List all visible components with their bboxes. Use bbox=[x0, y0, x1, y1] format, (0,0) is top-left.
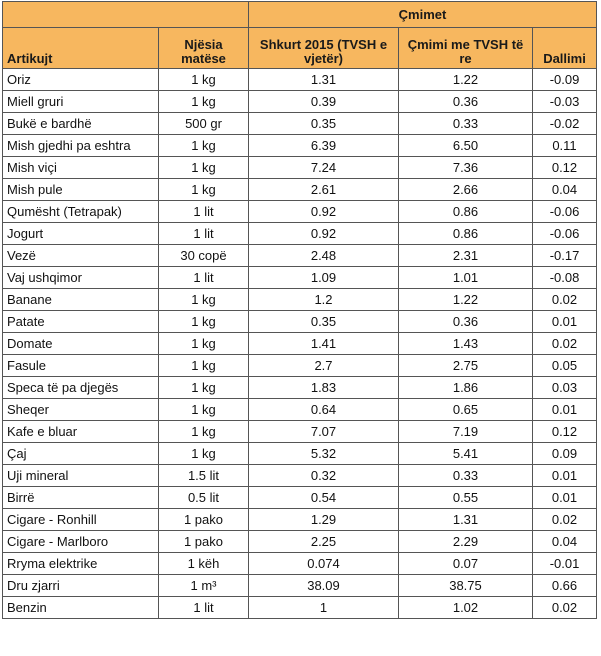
cell-article: Kafe e bluar bbox=[3, 421, 159, 443]
cell-new-price: 2.66 bbox=[399, 179, 533, 201]
cell-unit: 1 kg bbox=[159, 377, 249, 399]
cell-article: Birrë bbox=[3, 487, 159, 509]
cell-article: Jogurt bbox=[3, 223, 159, 245]
cell-difference: 0.66 bbox=[533, 575, 597, 597]
cell-unit: 1 kg bbox=[159, 399, 249, 421]
cell-new-price: 1.01 bbox=[399, 267, 533, 289]
cell-difference: 0.05 bbox=[533, 355, 597, 377]
table-row bbox=[3, 91, 597, 113]
cell-article: Dru zjarri bbox=[3, 575, 159, 597]
cell-old-price: 5.32 bbox=[249, 443, 399, 465]
table-row bbox=[3, 201, 597, 223]
cell-difference: 0.04 bbox=[533, 531, 597, 553]
cell-new-price: 1.31 bbox=[399, 509, 533, 531]
cell-article: Qumësht (Tetrapak) bbox=[3, 201, 159, 223]
cell-old-price: 0.92 bbox=[249, 201, 399, 223]
cell-difference: -0.09 bbox=[533, 69, 597, 91]
cell-unit: 1 kg bbox=[159, 91, 249, 113]
cell-new-price: 7.19 bbox=[399, 421, 533, 443]
cell-difference: 0.01 bbox=[533, 311, 597, 333]
cell-article: Vaj ushqimor bbox=[3, 267, 159, 289]
cell-unit: 1 kg bbox=[159, 157, 249, 179]
cell-old-price: 1.31 bbox=[249, 69, 399, 91]
table-row bbox=[3, 267, 597, 289]
cell-new-price: 1.02 bbox=[399, 597, 533, 619]
table-body bbox=[3, 69, 597, 619]
cell-new-price: 0.65 bbox=[399, 399, 533, 421]
cell-article: Sheqer bbox=[3, 399, 159, 421]
cell-unit: 1 kg bbox=[159, 135, 249, 157]
cell-unit: 1 kg bbox=[159, 443, 249, 465]
cell-unit: 1 këh bbox=[159, 553, 249, 575]
cell-old-price: 2.48 bbox=[249, 245, 399, 267]
cell-difference: 0.02 bbox=[533, 597, 597, 619]
cell-article: Speca të pa djegës bbox=[3, 377, 159, 399]
cell-difference: -0.03 bbox=[533, 91, 597, 113]
header-blank-cell bbox=[3, 2, 249, 28]
cell-unit: 1 kg bbox=[159, 289, 249, 311]
table-row bbox=[3, 223, 597, 245]
cell-difference: -0.08 bbox=[533, 267, 597, 289]
cell-unit: 30 copë bbox=[159, 245, 249, 267]
cell-unit: 1 pako bbox=[159, 531, 249, 553]
cell-old-price: 7.07 bbox=[249, 421, 399, 443]
cell-article: Benzin bbox=[3, 597, 159, 619]
table-row bbox=[3, 113, 597, 135]
cell-unit: 1 kg bbox=[159, 333, 249, 355]
table-row bbox=[3, 509, 597, 531]
table-row bbox=[3, 553, 597, 575]
cell-article: Vezë bbox=[3, 245, 159, 267]
cell-difference: 0.09 bbox=[533, 443, 597, 465]
table-row bbox=[3, 69, 597, 91]
cell-article: Fasule bbox=[3, 355, 159, 377]
cell-old-price: 1.2 bbox=[249, 289, 399, 311]
cell-new-price: 5.41 bbox=[399, 443, 533, 465]
cell-new-price: 2.29 bbox=[399, 531, 533, 553]
cell-difference: -0.06 bbox=[533, 201, 597, 223]
cell-old-price: 0.92 bbox=[249, 223, 399, 245]
cell-article: Mish gjedhi pa eshtra bbox=[3, 135, 159, 157]
prices-group-header: Çmimet bbox=[249, 2, 597, 28]
cell-old-price: 1 bbox=[249, 597, 399, 619]
cell-article: Mish pule bbox=[3, 179, 159, 201]
cell-difference: 0.01 bbox=[533, 465, 597, 487]
cell-new-price: 38.75 bbox=[399, 575, 533, 597]
cell-article: Miell gruri bbox=[3, 91, 159, 113]
cell-unit: 1 lit bbox=[159, 597, 249, 619]
cell-article: Cigare - Ronhill bbox=[3, 509, 159, 531]
cell-old-price: 0.54 bbox=[249, 487, 399, 509]
cell-difference: -0.01 bbox=[533, 553, 597, 575]
table-row bbox=[3, 421, 597, 443]
table-row bbox=[3, 399, 597, 421]
cell-difference: -0.02 bbox=[533, 113, 597, 135]
cell-old-price: 0.64 bbox=[249, 399, 399, 421]
cell-difference: 0.12 bbox=[533, 421, 597, 443]
cell-old-price: 6.39 bbox=[249, 135, 399, 157]
cell-article: Oriz bbox=[3, 69, 159, 91]
price-comparison-table bbox=[2, 1, 597, 619]
cell-article: Mish viçi bbox=[3, 157, 159, 179]
cell-unit: 500 gr bbox=[159, 113, 249, 135]
cell-unit: 1 kg bbox=[159, 355, 249, 377]
cell-difference: 0.04 bbox=[533, 179, 597, 201]
cell-old-price: 2.25 bbox=[249, 531, 399, 553]
cell-old-price: 0.39 bbox=[249, 91, 399, 113]
table-row bbox=[3, 135, 597, 157]
cell-new-price: 0.86 bbox=[399, 201, 533, 223]
column-header-unit: Njësia matëse bbox=[159, 28, 249, 69]
column-header-difference: Dallimi bbox=[533, 28, 597, 69]
table-row bbox=[3, 157, 597, 179]
cell-old-price: 38.09 bbox=[249, 575, 399, 597]
cell-difference: -0.17 bbox=[533, 245, 597, 267]
cell-new-price: 0.33 bbox=[399, 113, 533, 135]
cell-article: Rryma elektrike bbox=[3, 553, 159, 575]
cell-old-price: 1.83 bbox=[249, 377, 399, 399]
cell-old-price: 0.35 bbox=[249, 311, 399, 333]
cell-difference: 0.12 bbox=[533, 157, 597, 179]
cell-unit: 1 lit bbox=[159, 223, 249, 245]
cell-unit: 1 pako bbox=[159, 509, 249, 531]
cell-difference: 0.11 bbox=[533, 135, 597, 157]
cell-new-price: 1.22 bbox=[399, 289, 533, 311]
cell-unit: 1 lit bbox=[159, 267, 249, 289]
cell-new-price: 0.36 bbox=[399, 311, 533, 333]
table-row bbox=[3, 487, 597, 509]
column-header-old-price: Shkurt 2015 (TVSH e vjetër) bbox=[249, 28, 399, 69]
table-row bbox=[3, 179, 597, 201]
cell-new-price: 0.33 bbox=[399, 465, 533, 487]
cell-old-price: 1.09 bbox=[249, 267, 399, 289]
cell-difference: 0.01 bbox=[533, 399, 597, 421]
cell-unit: 0.5 lit bbox=[159, 487, 249, 509]
cell-difference: 0.02 bbox=[533, 333, 597, 355]
cell-article: Çaj bbox=[3, 443, 159, 465]
table-row bbox=[3, 377, 597, 399]
table-header bbox=[3, 2, 597, 69]
cell-difference: -0.06 bbox=[533, 223, 597, 245]
table-row bbox=[3, 465, 597, 487]
cell-new-price: 0.86 bbox=[399, 223, 533, 245]
cell-difference: 0.03 bbox=[533, 377, 597, 399]
table-row bbox=[3, 333, 597, 355]
cell-article: Domate bbox=[3, 333, 159, 355]
cell-new-price: 7.36 bbox=[399, 157, 533, 179]
cell-unit: 1 kg bbox=[159, 311, 249, 333]
cell-unit: 1.5 lit bbox=[159, 465, 249, 487]
cell-old-price: 0.32 bbox=[249, 465, 399, 487]
cell-difference: 0.02 bbox=[533, 509, 597, 531]
table-row bbox=[3, 289, 597, 311]
header-row-columns bbox=[3, 28, 597, 69]
cell-new-price: 6.50 bbox=[399, 135, 533, 157]
cell-old-price: 7.24 bbox=[249, 157, 399, 179]
cell-article: Patate bbox=[3, 311, 159, 333]
column-header-article: Artikujt bbox=[3, 28, 159, 69]
cell-new-price: 0.07 bbox=[399, 553, 533, 575]
cell-new-price: 0.55 bbox=[399, 487, 533, 509]
cell-new-price: 1.43 bbox=[399, 333, 533, 355]
cell-difference: 0.02 bbox=[533, 289, 597, 311]
cell-unit: 1 lit bbox=[159, 201, 249, 223]
cell-article: Banane bbox=[3, 289, 159, 311]
cell-article: Cigare - Marlboro bbox=[3, 531, 159, 553]
cell-unit: 1 kg bbox=[159, 421, 249, 443]
cell-unit: 1 m³ bbox=[159, 575, 249, 597]
cell-article: Bukë e bardhë bbox=[3, 113, 159, 135]
header-row-group bbox=[3, 2, 597, 28]
cell-old-price: 1.41 bbox=[249, 333, 399, 355]
cell-unit: 1 kg bbox=[159, 179, 249, 201]
table-row bbox=[3, 355, 597, 377]
cell-old-price: 0.074 bbox=[249, 553, 399, 575]
cell-old-price: 0.35 bbox=[249, 113, 399, 135]
table-row bbox=[3, 245, 597, 267]
cell-new-price: 1.22 bbox=[399, 69, 533, 91]
table-row bbox=[3, 531, 597, 553]
table-row bbox=[3, 597, 597, 619]
cell-new-price: 2.75 bbox=[399, 355, 533, 377]
cell-old-price: 1.29 bbox=[249, 509, 399, 531]
table-row bbox=[3, 575, 597, 597]
cell-new-price: 1.86 bbox=[399, 377, 533, 399]
cell-old-price: 2.7 bbox=[249, 355, 399, 377]
table-row bbox=[3, 443, 597, 465]
cell-article: Uji mineral bbox=[3, 465, 159, 487]
table-row bbox=[3, 311, 597, 333]
cell-new-price: 0.36 bbox=[399, 91, 533, 113]
column-header-new-price: Çmimi me TVSH të re bbox=[399, 28, 533, 69]
cell-unit: 1 kg bbox=[159, 69, 249, 91]
cell-new-price: 2.31 bbox=[399, 245, 533, 267]
cell-difference: 0.01 bbox=[533, 487, 597, 509]
cell-old-price: 2.61 bbox=[249, 179, 399, 201]
